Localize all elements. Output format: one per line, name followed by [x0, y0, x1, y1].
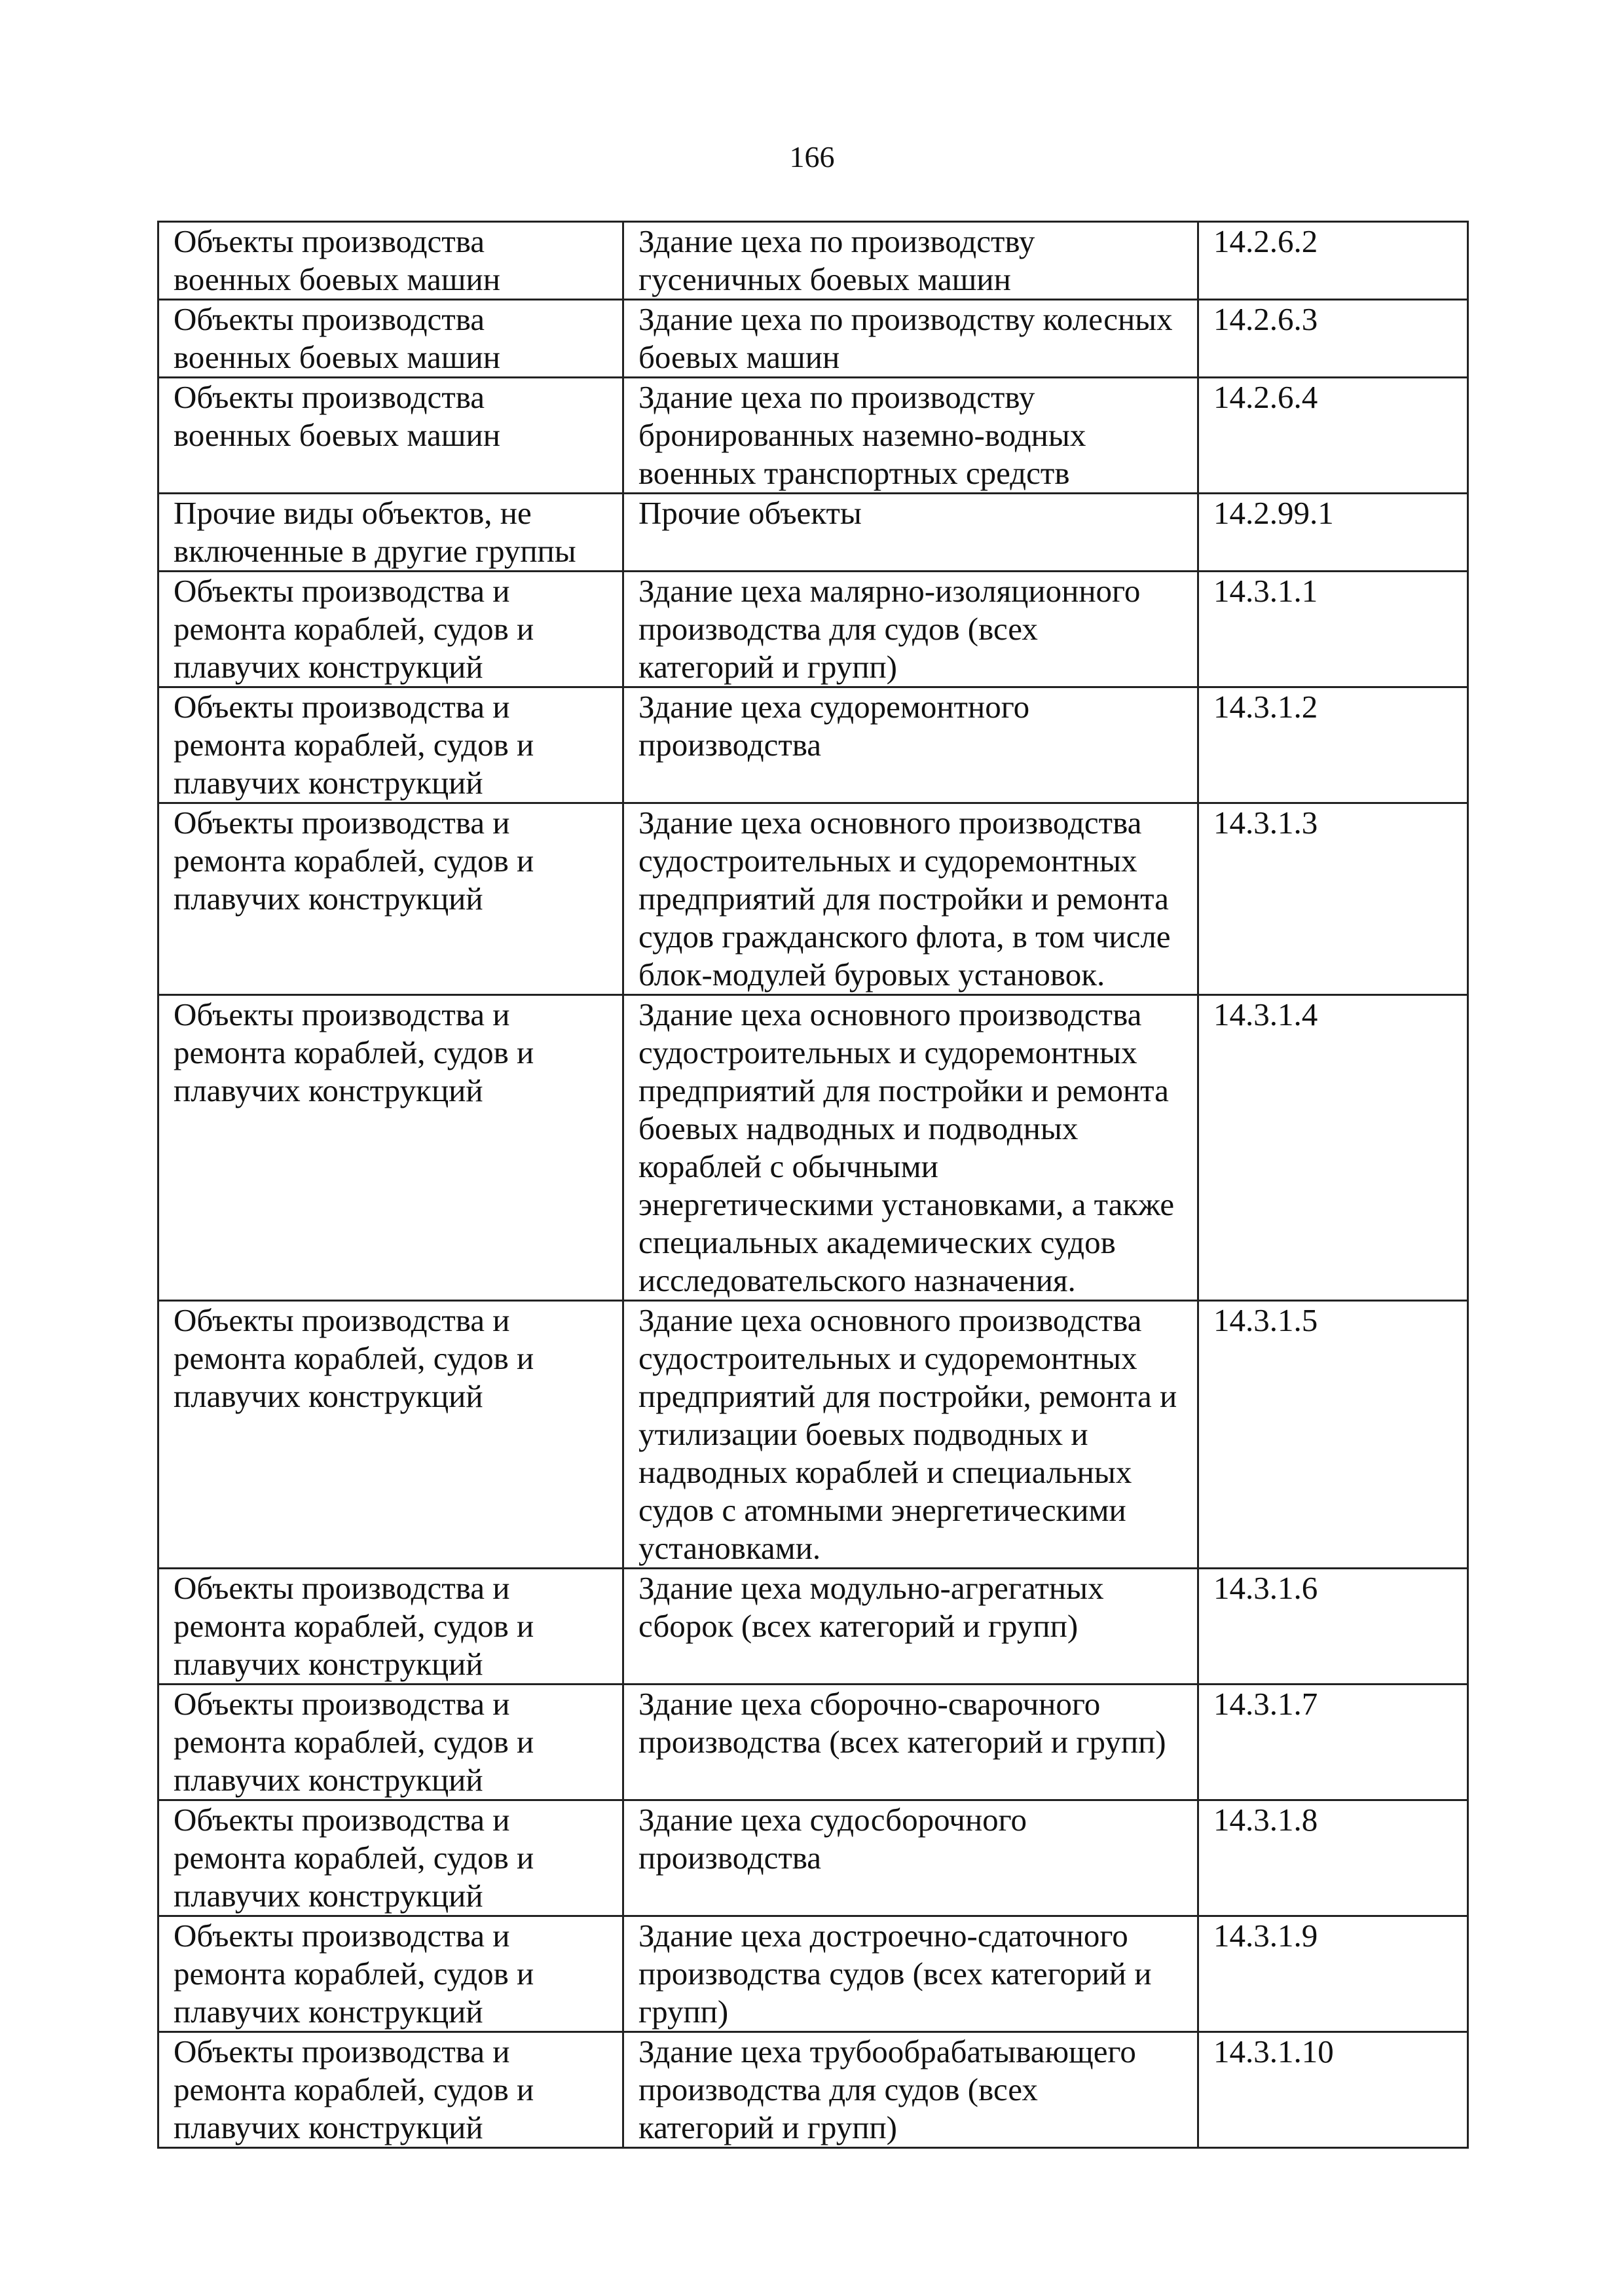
table-row	[158, 1685, 1468, 1800]
object-group-cell: Объекты производства военных боевых машин	[158, 222, 623, 300]
object-code-cell: 14.3.1.1	[1198, 572, 1468, 687]
table-row	[158, 803, 1468, 995]
object-code-cell: 14.2.99.1	[1198, 494, 1468, 572]
object-code-cell: 14.2.6.4	[1198, 378, 1468, 494]
object-group-cell: Объекты производства и ремонта кораблей, судов и плавучих конструкций	[158, 1800, 623, 1916]
object-code-cell: 14.2.6.2	[1198, 222, 1468, 300]
object-name-cell: Здание цеха основного производства судостроительных и судоремонтных предприятий для постройки и ремонта судов гражданского флота, в том числе блок-модулей буровых установок.	[623, 803, 1198, 995]
object-group-cell: Объекты производства военных боевых машин	[158, 378, 623, 494]
table-row	[158, 1301, 1468, 1569]
table-row	[158, 1569, 1468, 1685]
table-row	[158, 378, 1468, 494]
object-name-cell: Здание цеха по производству бронированных наземно-водных военных транспортных средств	[623, 378, 1198, 494]
object-name-cell: Здание цеха малярно-изоляционного производства для судов (всех категорий и групп)	[623, 572, 1198, 687]
table-row	[158, 222, 1468, 300]
object-name-cell: Здание цеха основного производства судостроительных и судоремонтных предприятий для постройки, ремонта и утилизации боевых подводных и надводных кораблей и специальных судов с атомными энергетическими установками.	[623, 1301, 1198, 1569]
table-row	[158, 494, 1468, 572]
object-name-cell: Здание цеха трубообрабатывающего производства для судов (всех категорий и групп)	[623, 2032, 1198, 2148]
object-name-cell: Здание цеха достроечно-сдаточного производства судов (всех категорий и групп)	[623, 1916, 1198, 2032]
object-group-cell: Объекты производства и ремонта кораблей, судов и плавучих конструкций	[158, 803, 623, 995]
object-name-cell: Здание цеха сборочно-сварочного производства (всех категорий и групп)	[623, 1685, 1198, 1800]
table-row	[158, 2032, 1468, 2148]
object-group-cell: Объекты производства и ремонта кораблей, судов и плавучих конструкций	[158, 572, 623, 687]
object-code-cell: 14.3.1.10	[1198, 2032, 1468, 2148]
object-name-cell: Здание цеха модульно-агрегатных сборок (всех категорий и групп)	[623, 1569, 1198, 1685]
classification-table-body	[158, 222, 1468, 2148]
table-row	[158, 687, 1468, 803]
object-name-cell: Здание цеха судосборочного производства	[623, 1800, 1198, 1916]
object-name-cell: Здание цеха по производству гусеничных боевых машин	[623, 222, 1198, 300]
object-code-cell: 14.3.1.7	[1198, 1685, 1468, 1800]
object-name-cell: Здание цеха судоремонтного производства	[623, 687, 1198, 803]
object-group-cell: Объекты производства и ремонта кораблей, судов и плавучих конструкций	[158, 1569, 623, 1685]
table-row	[158, 572, 1468, 687]
object-code-cell: 14.3.1.8	[1198, 1800, 1468, 1916]
object-name-cell: Прочие объекты	[623, 494, 1198, 572]
object-group-cell: Объекты производства и ремонта кораблей, судов и плавучих конструкций	[158, 1301, 623, 1569]
object-code-cell: 14.2.6.3	[1198, 300, 1468, 378]
object-code-cell: 14.3.1.3	[1198, 803, 1468, 995]
object-group-cell: Объекты производства и ремонта кораблей, судов и плавучих конструкций	[158, 1685, 623, 1800]
object-code-cell: 14.3.1.5	[1198, 1301, 1468, 1569]
object-group-cell: Объекты производства военных боевых машин	[158, 300, 623, 378]
object-code-cell: 14.3.1.6	[1198, 1569, 1468, 1685]
object-group-cell: Объекты производства и ремонта кораблей, судов и плавучих конструкций	[158, 995, 623, 1301]
object-name-cell: Здание цеха по производству колесных боевых машин	[623, 300, 1198, 378]
object-group-cell: Объекты производства и ремонта кораблей, судов и плавучих конструкций	[158, 2032, 623, 2148]
object-group-cell: Объекты производства и ремонта кораблей, судов и плавучих конструкций	[158, 1916, 623, 2032]
table-row	[158, 300, 1468, 378]
object-code-cell: 14.3.1.4	[1198, 995, 1468, 1301]
object-code-cell: 14.3.1.2	[1198, 687, 1468, 803]
table-row	[158, 1800, 1468, 1916]
page-number: 166	[789, 140, 835, 173]
table-row	[158, 995, 1468, 1301]
object-code-cell: 14.3.1.9	[1198, 1916, 1468, 2032]
object-name-cell: Здание цеха основного производства судостроительных и судоремонтных предприятий для постройки и ремонта боевых надводных и подводных кораблей с обычными энергетическими установками, а также специальных академических судов исследовательского назначения.	[623, 995, 1198, 1301]
classification-table	[157, 221, 1469, 2149]
table-row	[158, 1916, 1468, 2032]
object-group-cell: Прочие виды объектов, не включенные в другие группы	[158, 494, 623, 572]
object-group-cell: Объекты производства и ремонта кораблей, судов и плавучих конструкций	[158, 687, 623, 803]
